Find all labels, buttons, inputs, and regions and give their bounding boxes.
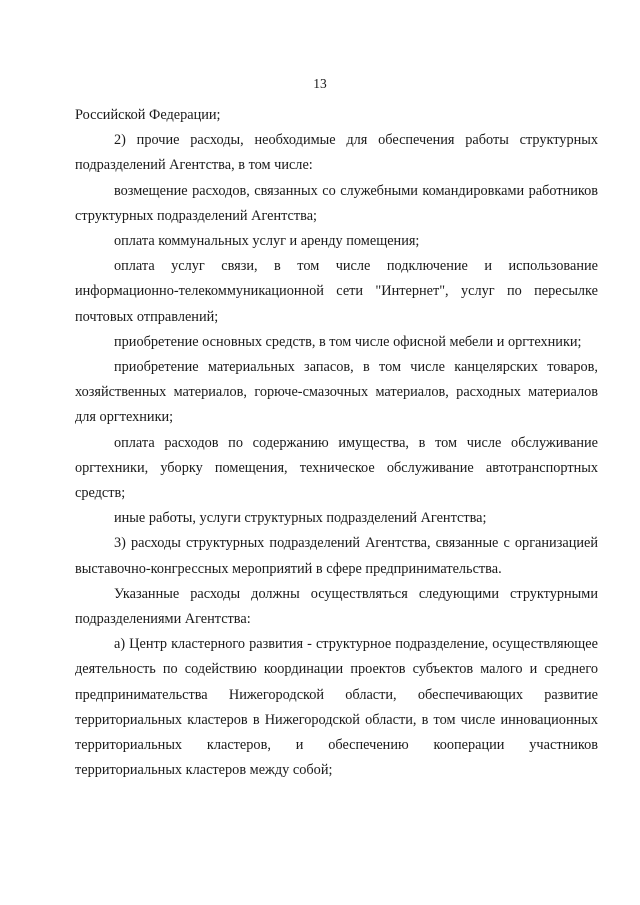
paragraph-maintenance: оплата расходов по содержанию имущества, в том числе обслуживание оргтехники, уборку помещения, техническое обслуживание автотранспортных средств; — [75, 434, 598, 502]
paragraph-continuation: Российской Федерации; — [75, 107, 221, 123]
paragraph-travel-expenses: возмещение расходов, связанных со служебными командировками работников структурных подразделений Агентства; — [75, 182, 598, 224]
paragraph-fixed-assets: приобретение основных средств, в том числе офисной мебели и оргтехники; — [114, 333, 582, 350]
paragraph-materials: приобретение материальных запасов, в том числе канцелярских товаров, хозяйственных материалов, горюче-смазочных материалов, расходных материалов для оргтехники; — [75, 359, 598, 426]
paragraph-item-2: 2) прочие расходы, необходимые для обеспечения работы структурных подразделений Агентства, в том числе: — [75, 132, 598, 174]
document-body — [75, 103, 598, 783]
paragraph-other-services: иные работы, услуги структурных подразделений Агентства; — [114, 510, 487, 527]
paragraph-communications: оплата услуг связи, в том числе подключение и использование информационно-телекоммуникационной сети "Интернет", услуг по пересылке почтовых отправлений; — [75, 258, 598, 325]
paragraph-item-3: 3) расходы структурных подразделений Агентства, связанные с организацией выставочно-конгрессных мероприятий в сфере предпринимательства. — [75, 535, 598, 577]
paragraph-subdivisions-intro: Указанные расходы должны осуществляться следующими структурными подразделениями Агентства: — [75, 585, 598, 628]
paragraph-utilities: оплата коммунальных услуг и аренду помещения; — [114, 233, 420, 250]
page-number: 13 — [313, 76, 327, 91]
paragraph-item-a: а) Центр кластерного развития - структурное подразделение, осуществляющее деятельность по содействию координации проектов субъектов малого и среднего предпринимательства Нижегородской области, обеспечивающих развитие территориальных кластеров в Нижегородской области, в том числе инновационных территориальных кластеров, и обеспечению кооперации участников территориальных кластеров между собой; — [75, 636, 598, 779]
